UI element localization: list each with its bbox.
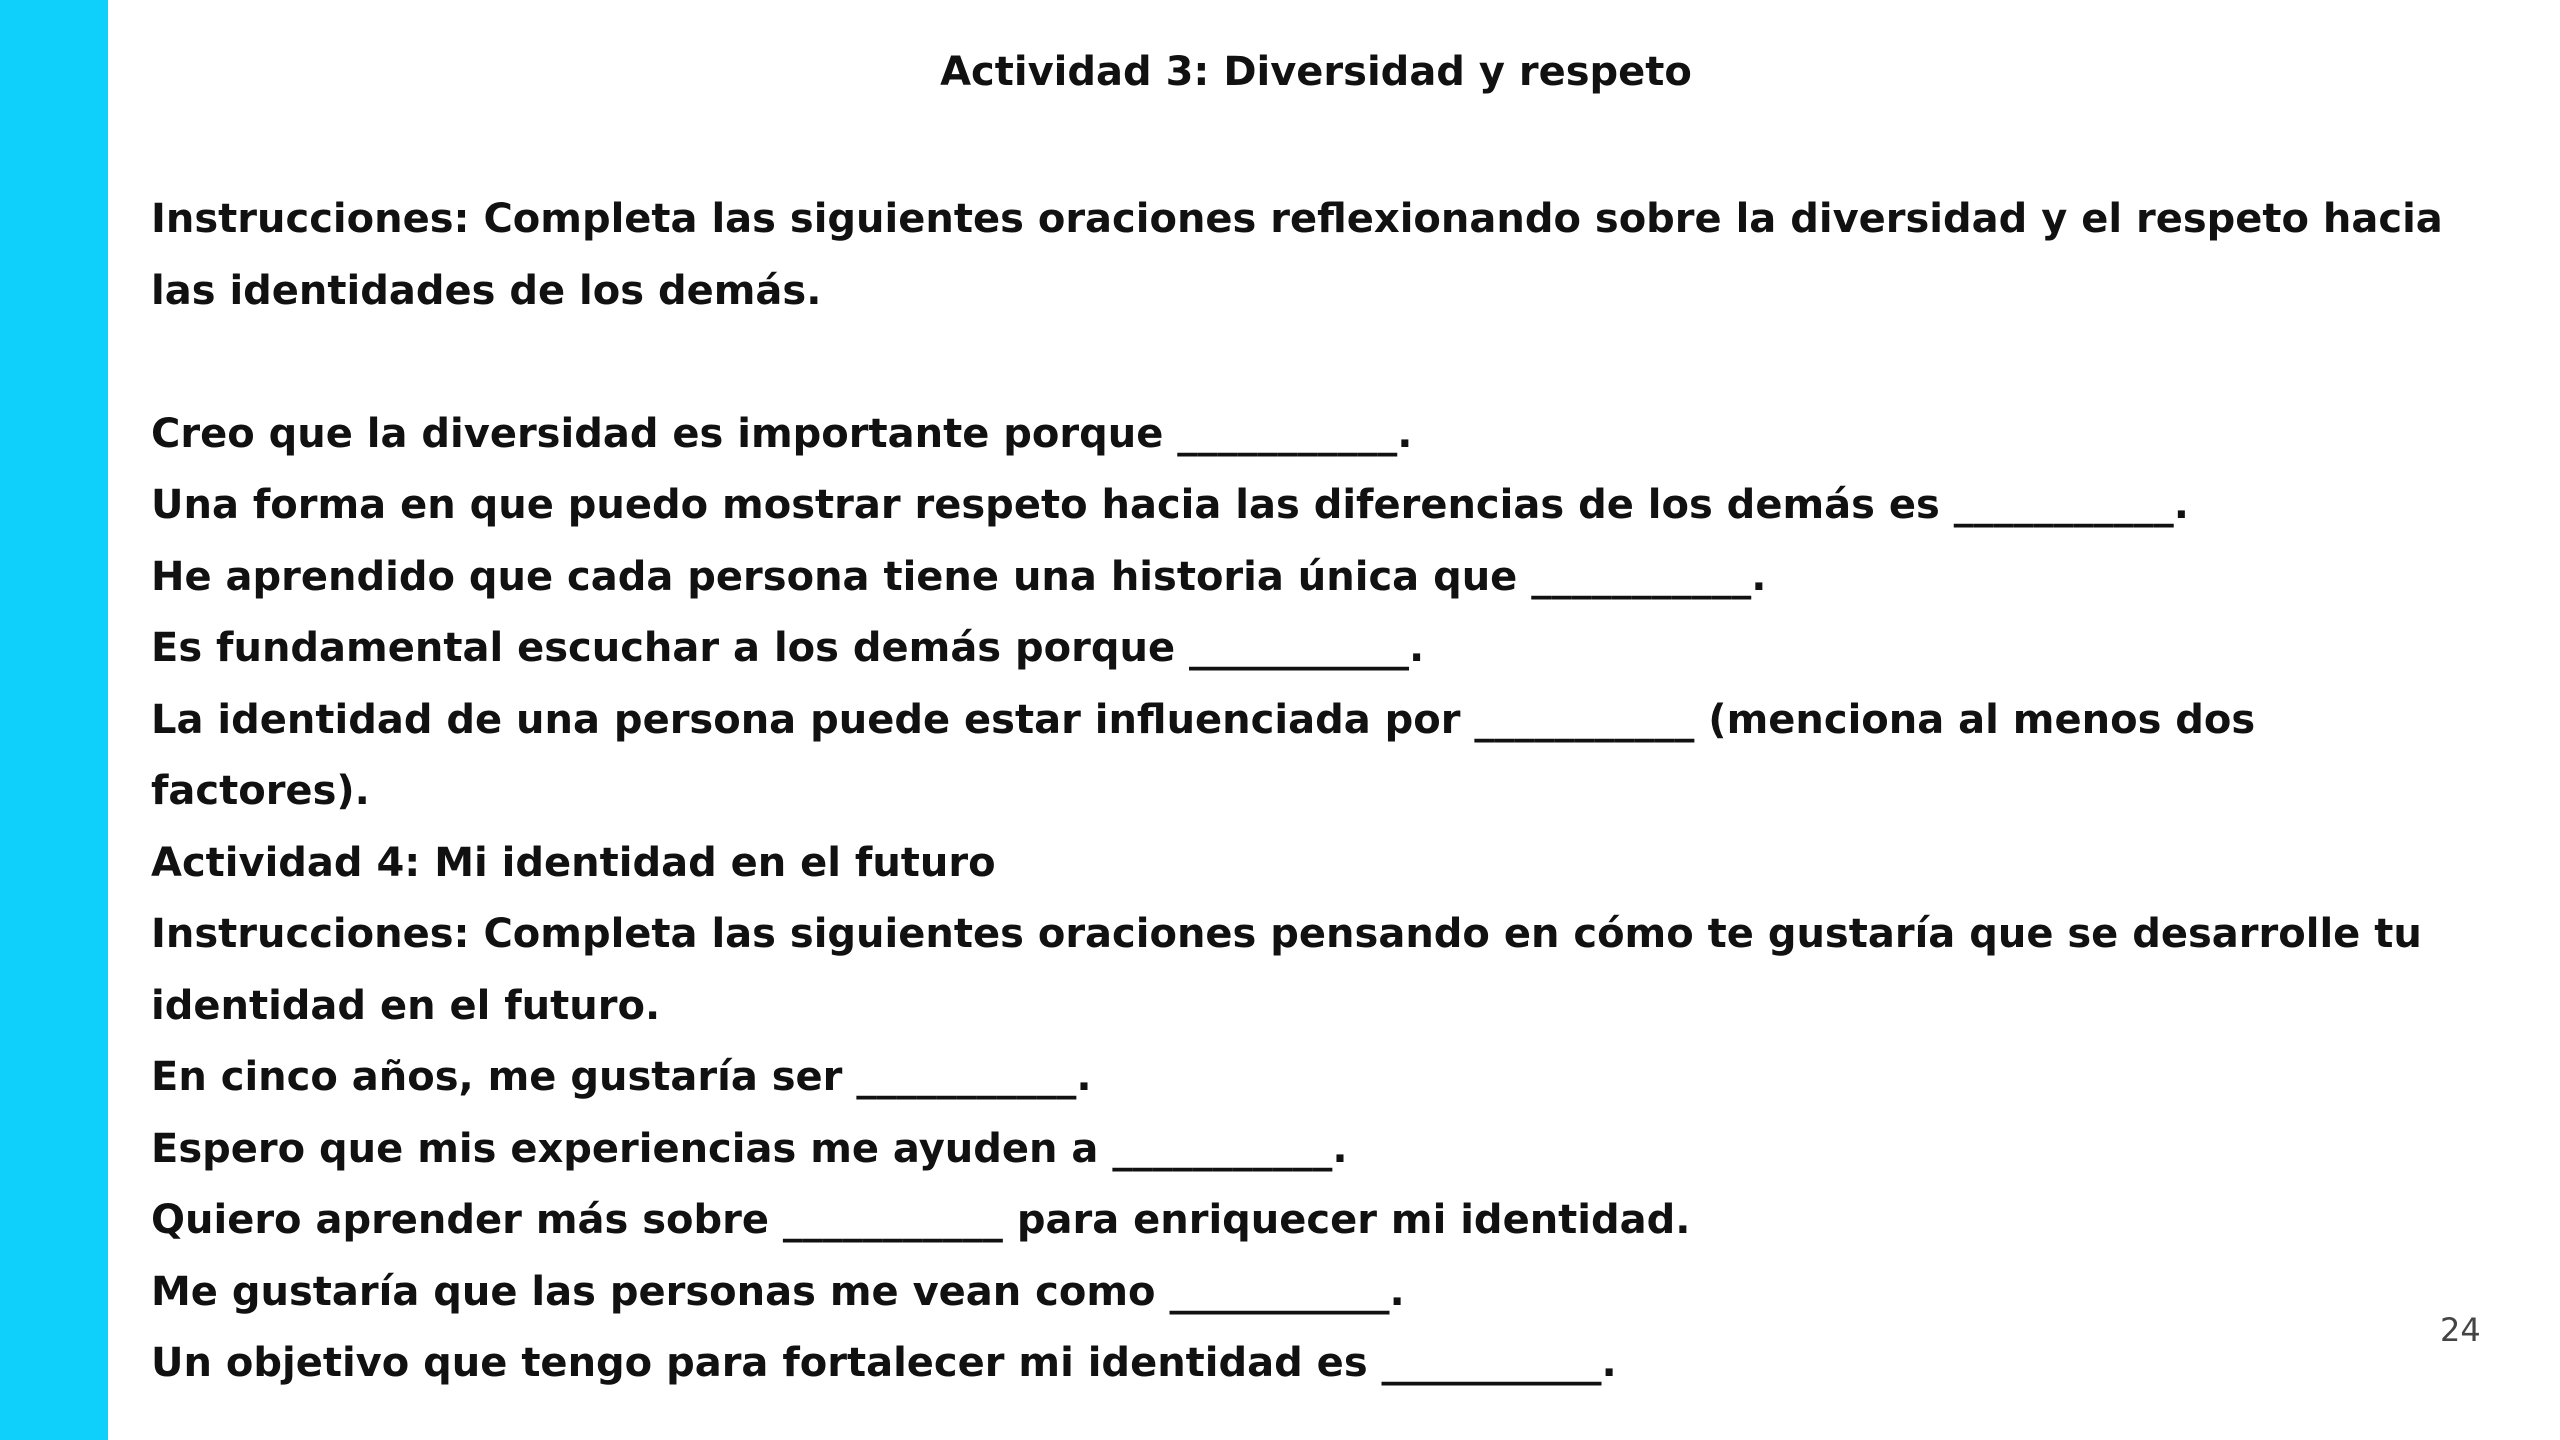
activity-4-sentence: Un objetivo que tengo para fortalecer mi identidad es ___________.: [151, 1340, 1617, 1386]
activity-3-sentence: Una forma en que puedo mostrar respeto hacia las diferencias de los demás es ___________.: [151, 482, 2189, 528]
activity-4-sentence: Quiero aprender más sobre ___________ para enriquecer mi identidad.: [151, 1197, 1691, 1243]
instructions-activity-3: Instrucciones: Completa las siguientes oraciones reflexionando sobre la diversidad y el respeto hacia las identidades de los demás.: [151, 196, 2443, 314]
activity-3-title: Actividad 3: Diversidad y respeto: [940, 49, 1692, 95]
activity-3-sentence: La identidad de una persona puede estar influenciada por ___________ (menciona al menos dos factores).: [151, 696, 2256, 814]
activity-3-sentence: Es fundamental escuchar a los demás porque ___________.: [151, 625, 1425, 671]
paragraph-gap: [151, 327, 2481, 399]
body-text: [151, 184, 2481, 1400]
activity-3-sentence: Creo que la diversidad es importante porque ___________.: [151, 410, 1413, 457]
instructions-activity-4: Instrucciones: Completa las siguientes oraciones pensando en cómo te gustaría que se desarrolle tu identidad en el futuro.: [151, 911, 2422, 1029]
page-number: 24: [2440, 1311, 2481, 1349]
activity-4-sentence: En cinco años, me gustaría ser ___________.: [151, 1054, 1092, 1100]
activity-3-sentence: He aprendido que cada persona tiene una historia única que ___________.: [151, 553, 1767, 600]
activity-4-sentence: Espero que mis experiencias me ayuden a ___________.: [151, 1125, 1348, 1172]
activity-4-heading: Actividad 4: Mi identidad en el futuro: [151, 839, 996, 886]
activity-4-sentence: Me gustaría que las personas me vean como ___________.: [151, 1268, 1405, 1315]
accent-side-bar: [0, 0, 108, 1440]
